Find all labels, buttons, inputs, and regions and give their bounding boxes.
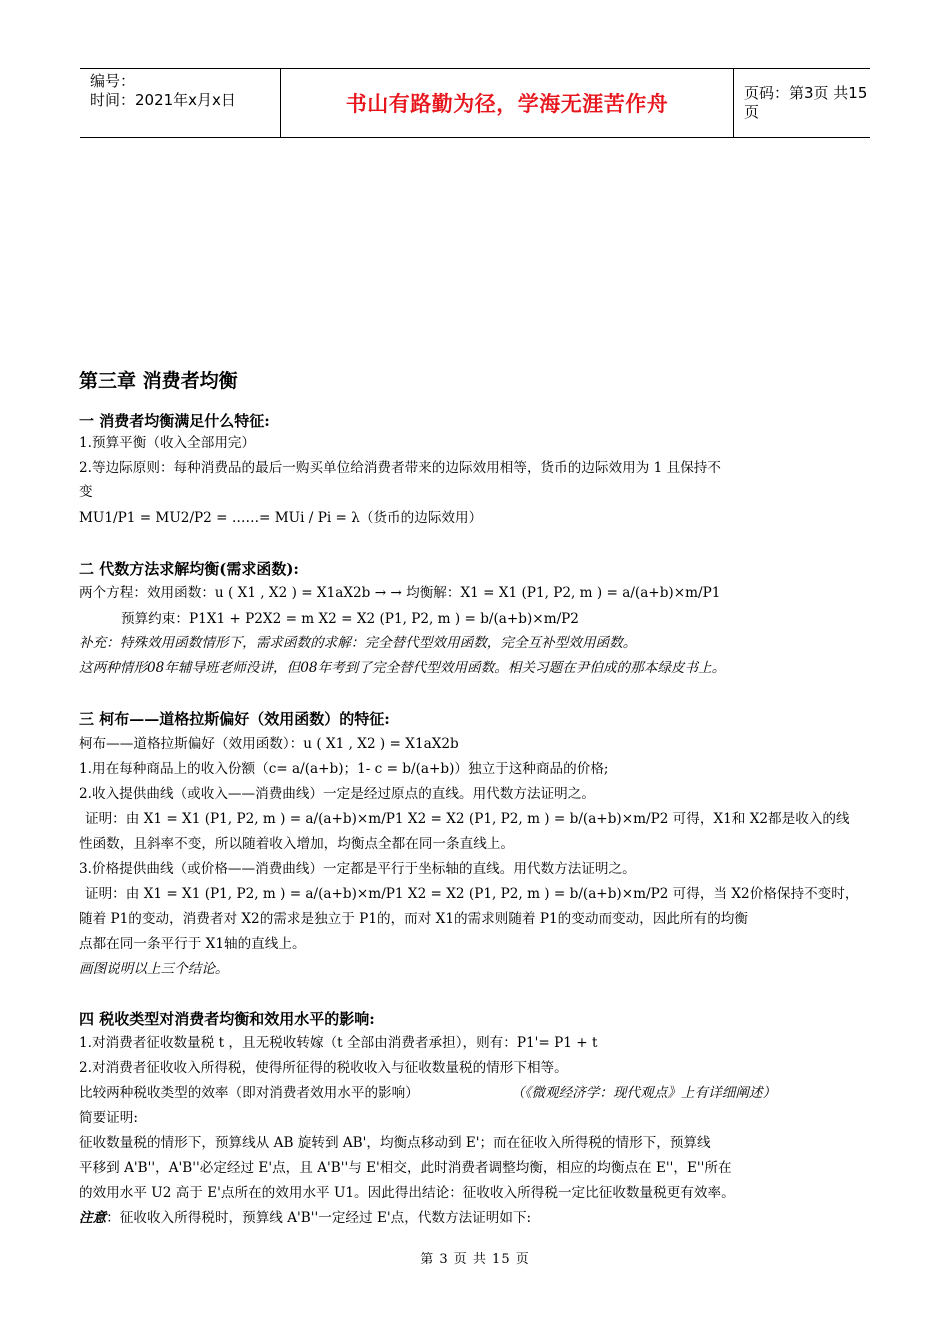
section-4-para-2: 2.对消费者征收收入所得税，使得所征得的税收收入与征收数量税的情形下相等。 [79,1060,568,1076]
section-4-para-1: 1.对消费者征收数量税 t ，且无税收转嫁（t 全部由消费者承担），则有：P1'= P1 + t [79,1035,598,1051]
section-4-para-8 [79,1209,531,1227]
section-4-para-3b: （《微观经济学：现代观点》上有详细阐述） [511,1085,777,1101]
section-4-para-5: 征收数量税的情形下，预算线从 AB 旋转到 AB'，均衡点移动到 E'；而在征收入所得税的情形下，预算线 [79,1135,711,1151]
section-4-para-6: 平移到 A'B''，A'B''必定经过 E'点，且 A'B''与 E'相交，此时消费者调整均衡，相应的均衡点在 E''，E''所在 [79,1160,732,1176]
section-3-para-6: 3.价格提供曲线（或价格——消费曲线）一定都是平行于坐标轴的直线。用代数方法证明之。 [79,861,636,877]
section-2-heading: 二 代数方法求解均衡(需求函数): [79,560,299,578]
section-2-note-1: 补充：特殊效用函数情形下，需求函数的求解：完全替代型效用函数，完全互补型效用函数。 [79,635,637,651]
section-2-equation-2: 预算约束：P1X1 + P2X2 = m X2 = X2 (P1, P2, m ) = b/(a+b)×m/P2 [121,611,579,627]
header-page-cell [732,69,870,137]
section-3-para-3: 2.收入提供曲线（或收入——消费曲线）一定是经过原点的直线。用代数方法证明之。 [79,786,595,802]
header-motto-cell [280,69,734,137]
page-number-label: 页码：第3页 共15页 [744,84,868,121]
section-3-para-8: 随着 P1的变动，消费者对 X2的需求是独立于 P1的，而对 X1的需求则随着 P1的变动而变动，因此所有的均衡 [79,911,748,927]
section-1-formula: MU1/P1 = MU2/P2 = ……= MUi / Pi = λ（货币的边际效用） [79,510,483,526]
page-footer: 第 3 页 共 15 页 [420,1252,530,1267]
section-3-para-9: 点都在同一条平行于 X1轴的直线上。 [79,936,306,952]
section-3-para-2: 1.用在每种商品上的收入份额（c= a/(a+b)；1- c = b/(a+b)）独立于这种商品的价格; [79,761,609,777]
section-4-heading: 四 税收类型对消费者均衡和效用水平的影响: [79,1010,375,1028]
section-2-equation-1: 两个方程：效用函数：u ( X1 , X2 ) = X1aX2b → → 均衡解：X1 = X1 (P1, P2, m ) = a/(a+b)×m/P1 [79,585,721,601]
number-label: 编号： [90,72,136,90]
section-1-para-2b: 变 [79,484,93,500]
header-left-cell [80,69,280,137]
motto-text: 书山有路勤为径，学海无涯苦作舟 [345,92,669,116]
section-3-para-1: 柯布——道格拉斯偏好（效用函数）：u ( X1 , X2 ) = X1aX2b [79,736,459,752]
section-4-para-3a: 比较两种税收类型的效率（即对消费者效用水平的影响） [79,1085,419,1101]
section-2-note-2: 这两种情形08年辅导班老师没讲，但08年考到了完全替代型效用函数。相关习题在尹伯成的那本绿皮书上。 [79,660,726,676]
section-1-para-1: 1.预算平衡（收入全部用完） [79,435,256,451]
note-label: 注意 [79,1210,107,1226]
page-header [80,68,870,138]
section-3-heading: 三 柯布——道格拉斯偏好（效用函数）的特征: [79,710,390,728]
section-3-para-7: 证明：由 X1 = X1 (P1, P2, m ) = a/(a+b)×m/P1 X2 = X2 (P1, P2, m ) = b/(a+b)×m/P2 可得，当 X2价格保持不变时， [85,886,859,902]
section-1-heading: 一 消费者均衡满足什么特征: [79,412,270,430]
section-4-para-4: 简要证明: [79,1110,138,1126]
chapter-title: 第三章 消费者均衡 [79,370,238,392]
section-1-para-2a: 2.等边际原则：每种消费品的最后一购买单位给消费者带来的边际效用相等，货币的边际效用为 1 且保持不 [79,460,721,476]
section-3-para-4: 证明：由 X1 = X1 (P1, P2, m ) = a/(a+b)×m/P1 X2 = X2 (P1, P2, m ) = b/(a+b)×m/P2 可得，X1和 X2都是收入的线 [85,811,850,827]
section-3-para-10: 画图说明以上三个结论。 [79,961,229,977]
date-label: 时间：2021年x月x日 [90,91,236,109]
section-4-para-7: 的效用水平 U2 高于 E'点所在的效用水平 U1。因此得出结论：征收收入所得税一定比征收数量税更有效率。 [79,1185,735,1201]
section-3-para-5: 性函数，且斜率不变，所以随着收入增加，均衡点全都在同一条直线上。 [79,836,514,852]
note-text: ：征收收入所得税时，预算线 A'B''一定经过 E'点，代数方法证明如下: [106,1210,532,1226]
